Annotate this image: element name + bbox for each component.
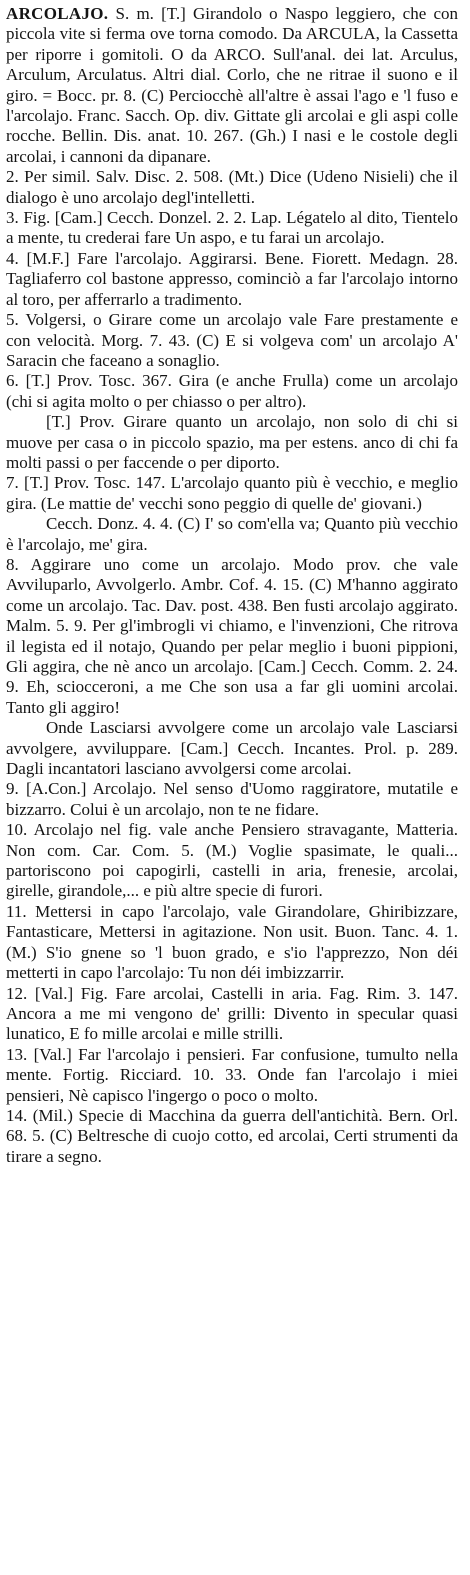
entry-13: 13. [Val.] Far l'arcolajo i pensieri. Far confusione, tumulto nella mente. Fortig. Ricciard. 10. 33. Onde fan l'arcolajo i miei pensieri, Nè capisco l'ingergo o poco o molto. bbox=[6, 1044, 458, 1105]
entry-7-sub: Cecch. Donz. 4. 4. (C) I' so com'ella va; Quanto più vecchio è l'arcolajo, me' gira. bbox=[6, 514, 458, 554]
entry-6-sub: [T.] Prov. Girare quanto un arcolajo, non solo di chi si muove per casa o in piccolo spazio, ma per estens. anco di chi fa molti passi o per faccende o per diporto. bbox=[6, 412, 458, 472]
entry-10: 10. Arcolajo nel fig. vale anche Pensiero stravagante, Matteria. Non com. Car. Com. 5. (M.) Voglie spasimate, le quali... partoriscono poi capogirli, castelli in aria, frenesie, arcolai, girelle, girandole,... e più altre specie di furori. bbox=[6, 820, 458, 901]
entry-8-sub: Onde Lasciarsi avvolgere come un arcolajo vale Lasciarsi avvolgere, avvilupparе. [Cam.] Cecch. Incantes. Prol. p. 289. Dagli incantatori lasciano avvolgersi come arcolai. bbox=[6, 718, 458, 779]
entry-9: 9. [A.Con.] Arcolajo. Nel senso d'Uomo raggiratore, mutatile e bizzarro. Colui è un arcolajo, non te ne fidare. bbox=[6, 779, 458, 819]
entry-11: 11. Mettersi in capo l'arcolajo, vale Girandolare, Ghiribizzare, Fantasticare, Mettersi in agitazione. Non usit. Buon. Tanc. 4. 1. (M.) S'io gnene so 'l buon grado, e s'io l'apprezzo, Non déi metterti in capo l'arcolajo: Tu non déi imbizzarrir. bbox=[6, 901, 458, 983]
entry-3: 3. Fig. [Cam.] Cecch. Donzel. 2. 2. Lap. Légatelo al dito, Tientelo a mente, tu crederai fare Un aspo, e tu farai un arcolajo. bbox=[6, 208, 458, 248]
entry-4: 4. [M.F.] Fare l'arcolajo. Aggirarsi. Bene. Fiorett. Medagn. 28. Tagliaferro col bastone appresso, cominciò a far l'arcolajo intorno al toro, per afferrarlo a tradimento. bbox=[6, 248, 458, 309]
entry-main bbox=[6, 4, 458, 167]
entry-14: 14. (Mil.) Specie di Macchina da guerra dell'antichità. Bern. Orl. 68. 5. (C) Beltresche di cuojo cotto, ed arcolai, Certi strumenti da tirare a segno. bbox=[6, 1105, 458, 1166]
entry-8: 8. Aggirare uno come un arcolajo. Modo prov. che vale Avviluparlo, Avvolgerlo. Ambr. Cof. 4. 15. (C) M'hanno aggirato come un arcolajo. Tac. Dav. post. 438. Ben fusti arcolajo aggirato. Malm. 5. 9. Per gl'imbrogli vi chiamo, e l'invenzioni, Che ritrova il legista ed il notajo, Quando per pelar meglio i buoni pippioni, Gli aggira, che nè anco un arcolajo. [Cam.] Cecch. Comm. 2. 24. 9. Eh, sciocceroni, a me Che son usa a far gli uomini arcolai. Tanto gli aggiro! bbox=[6, 554, 458, 717]
entry-7: 7. [T.] Prov. Tosc. 147. L'arcolajo quanto più è vecchio, e meglio gira. (Le mattie de' vecchi sono peggio di quelle de' giovani.) bbox=[6, 473, 458, 513]
entry-text: S. m. [T.] Girandolo o Naspo leggiero, che con piccola vite si ferma ove torna comodo. Da ARCULA, la Cassetta per riporre i gomitoli. O da ARCO. Sull'anal. dei lat. Arculus, Arculum, Arculatus. Altri dial. Corlo, che ne ritrae il suono e il giro. = Bocc. pr. 8. (C) Perciocchè all'altre è assai l'ago e 'l fuso e l'arcolajo. Franc. Sacch. Op. div. Gittate gli arcolai e gli aspi colle rocche. Bellin. Dis. anat. 10. 267. (Gh.) I nasi e le costole degli arcolai, i cannoni da dipanare. bbox=[6, 4, 458, 166]
headword: ARCOLAJO. bbox=[6, 4, 109, 23]
entry-5: 5. Volgersi, o Girare come un arcolajo vale Fare prestamente e con velocità. Morg. 7. 43. (C) E si volgeva com' un arcolajo A' Saracin che faceano a sonaglio. bbox=[6, 310, 458, 370]
entry-2: 2. Per simil. Salv. Disc. 2. 508. (Mt.) Dice (Udeno Nisieli) che il dialogo è uno arcolajo degl'intelletti. bbox=[6, 167, 458, 207]
entry-12: 12. [Val.] Fig. Fare arcolai, Castelli in aria. Fag. Rim. 3. 147. Ancora a me mi vengono de' grilli: Divento in specular quasi lunatico, E fo mille arcolai e mille strilli. bbox=[6, 983, 458, 1044]
entry-6: 6. [T.] Prov. Tosc. 367. Gira (e anche Frulla) come un arcolajo (chi si agita molto o per chiasso o per altro). bbox=[6, 371, 458, 411]
